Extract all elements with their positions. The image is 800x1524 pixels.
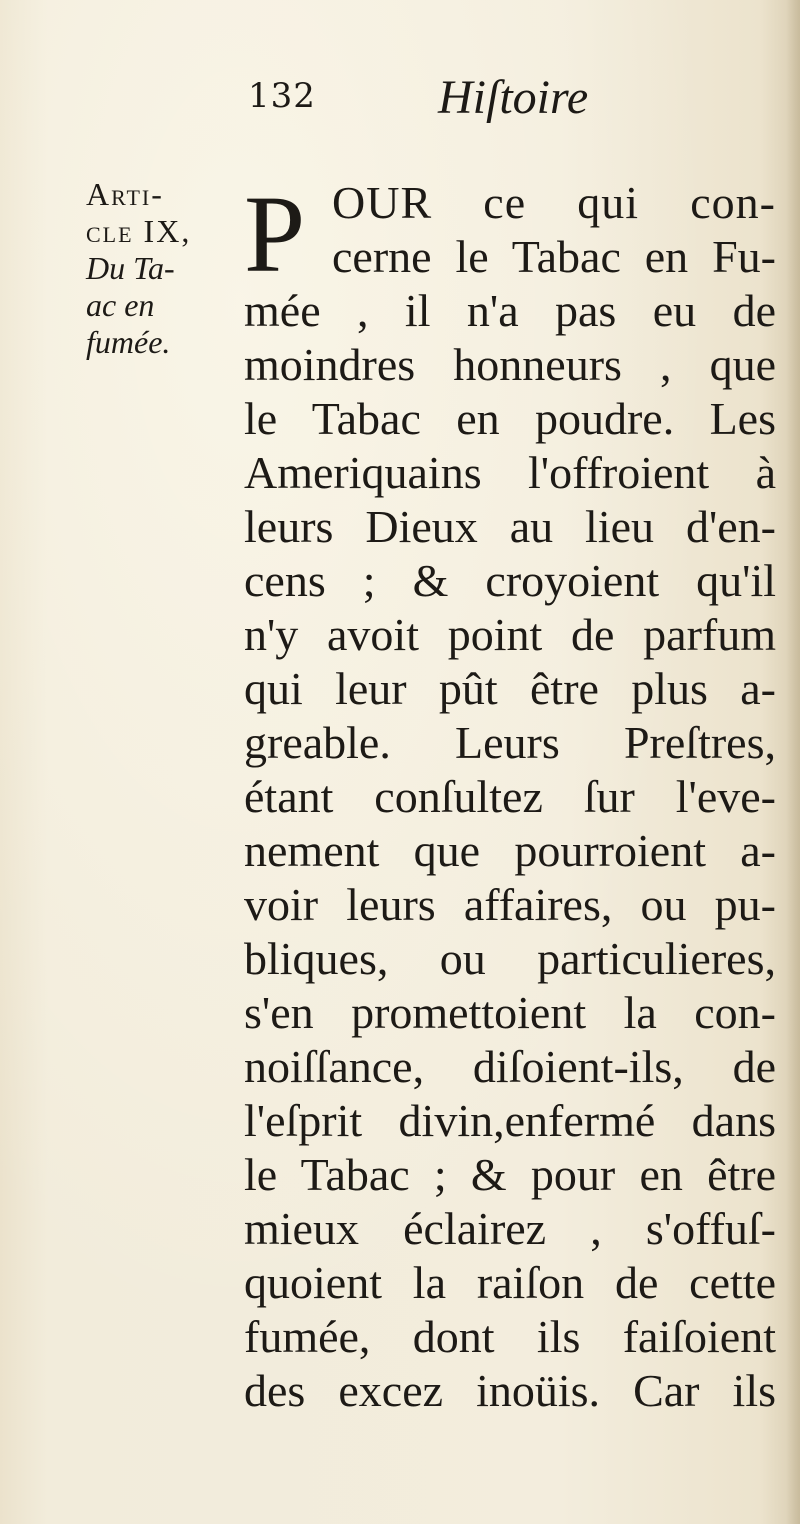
drop-cap: P [244, 173, 306, 295]
text-line: qui leur pût être plus a- [244, 663, 776, 714]
text-line: nement que pourroient a- [244, 825, 776, 876]
text-line: noiſſance, diſoient-ils, de [244, 1041, 776, 1092]
running-head [0, 70, 800, 130]
running-title: Hiſtoire [438, 71, 589, 124]
text-line: n'y avoit point de parfum [244, 609, 776, 660]
text-line: quoient la raiſon de cette [244, 1257, 776, 1308]
text-line: voir leurs affaires, ou pu- [244, 879, 776, 930]
page-number: 132 [248, 76, 316, 116]
text-line: des excez inoüis. Car ils [244, 1365, 776, 1416]
margin-note-line: fumée. [86, 324, 171, 360]
text-line: greable. Leurs Preſtres, [244, 717, 776, 768]
text-line: Ameriquains l'offroient à [244, 447, 776, 498]
text-line: mieux éclairez , s'offuſ- [244, 1203, 776, 1254]
text-line: bliques, ou particulieres, [244, 933, 776, 984]
text-line: étant conſultez ſur l'eve- [244, 771, 776, 822]
text-line: fumée, dont ils faiſoient [244, 1311, 776, 1362]
margin-note-line: Arti- [86, 176, 164, 212]
text-line: moindres honneurs , que [244, 339, 776, 390]
text-line: cens ; & croyoient qu'il [244, 555, 776, 606]
margin-note [86, 176, 236, 361]
margin-note-line: Du Ta- [86, 250, 175, 286]
margin-note-line: ac en [86, 287, 155, 323]
text-line: cerne le Tabac en Fu- [332, 231, 776, 282]
text-line: l'eſprit divin,enfermé dans [244, 1095, 776, 1146]
margin-note-line: cle IX, [86, 213, 192, 249]
text-line: mée , il n'a pas eu de [244, 285, 776, 336]
text-line: s'en promettoient la con- [244, 987, 776, 1038]
body-text [244, 173, 776, 1418]
text-line: le Tabac en poudre. Les [244, 393, 776, 444]
text-line: leurs Dieux au lieu d'en- [244, 501, 776, 552]
text-line: OUR ce qui con- [332, 177, 776, 228]
text-line: le Tabac ; & pour en être [244, 1149, 776, 1200]
